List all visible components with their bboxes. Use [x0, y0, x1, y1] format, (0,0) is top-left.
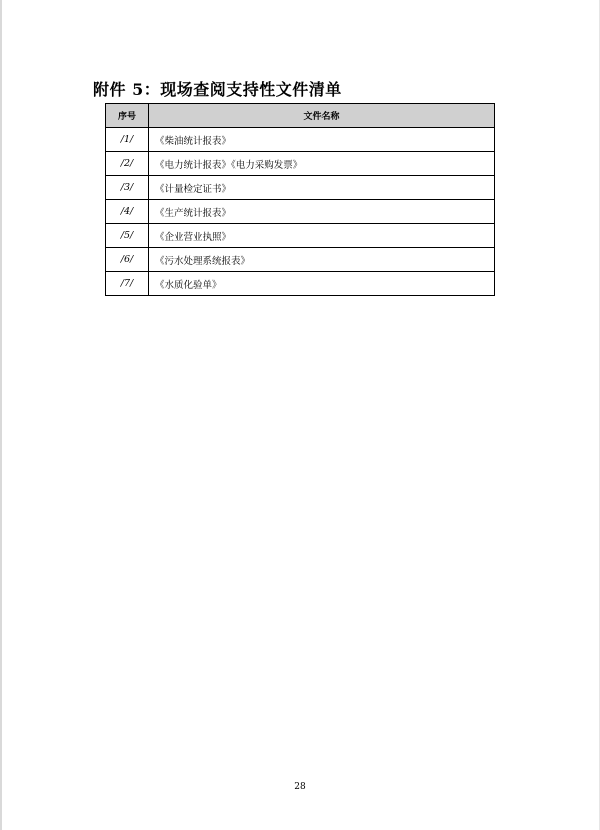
document-title: 附件 5：现场查阅支持性文件清单 — [93, 80, 342, 99]
header-seq: 序号 — [106, 104, 149, 128]
table-row — [106, 200, 495, 224]
table-row — [106, 224, 495, 248]
header-document-name: 文件名称 — [149, 104, 495, 128]
row-seq: /5/ — [106, 224, 149, 248]
row-document-name: 《生产统计报表》 — [149, 200, 495, 224]
table-header-row — [106, 104, 495, 128]
row-document-name: 《电力统计报表》《电力采购发票》 — [149, 152, 495, 176]
row-seq: /2/ — [106, 152, 149, 176]
supporting-documents-table — [105, 103, 495, 296]
table-row — [106, 248, 495, 272]
row-seq: /7/ — [106, 272, 149, 296]
table-row — [106, 176, 495, 200]
row-document-name: 《计量检定证书》 — [149, 176, 495, 200]
row-seq: /4/ — [106, 200, 149, 224]
table-row — [106, 272, 495, 296]
row-document-name: 《污水处理系统报表》 — [149, 248, 495, 272]
row-document-name: 《水质化验单》 — [149, 272, 495, 296]
row-seq: /6/ — [106, 248, 149, 272]
row-seq: /3/ — [106, 176, 149, 200]
row-document-name: 《企业营业执照》 — [149, 224, 495, 248]
table-row — [106, 152, 495, 176]
page-left-edge — [0, 0, 2, 830]
row-seq: /1/ — [106, 128, 149, 152]
page-number: 28 — [294, 782, 306, 792]
table-row — [106, 128, 495, 152]
row-document-name: 《柴油统计报表》 — [149, 128, 495, 152]
